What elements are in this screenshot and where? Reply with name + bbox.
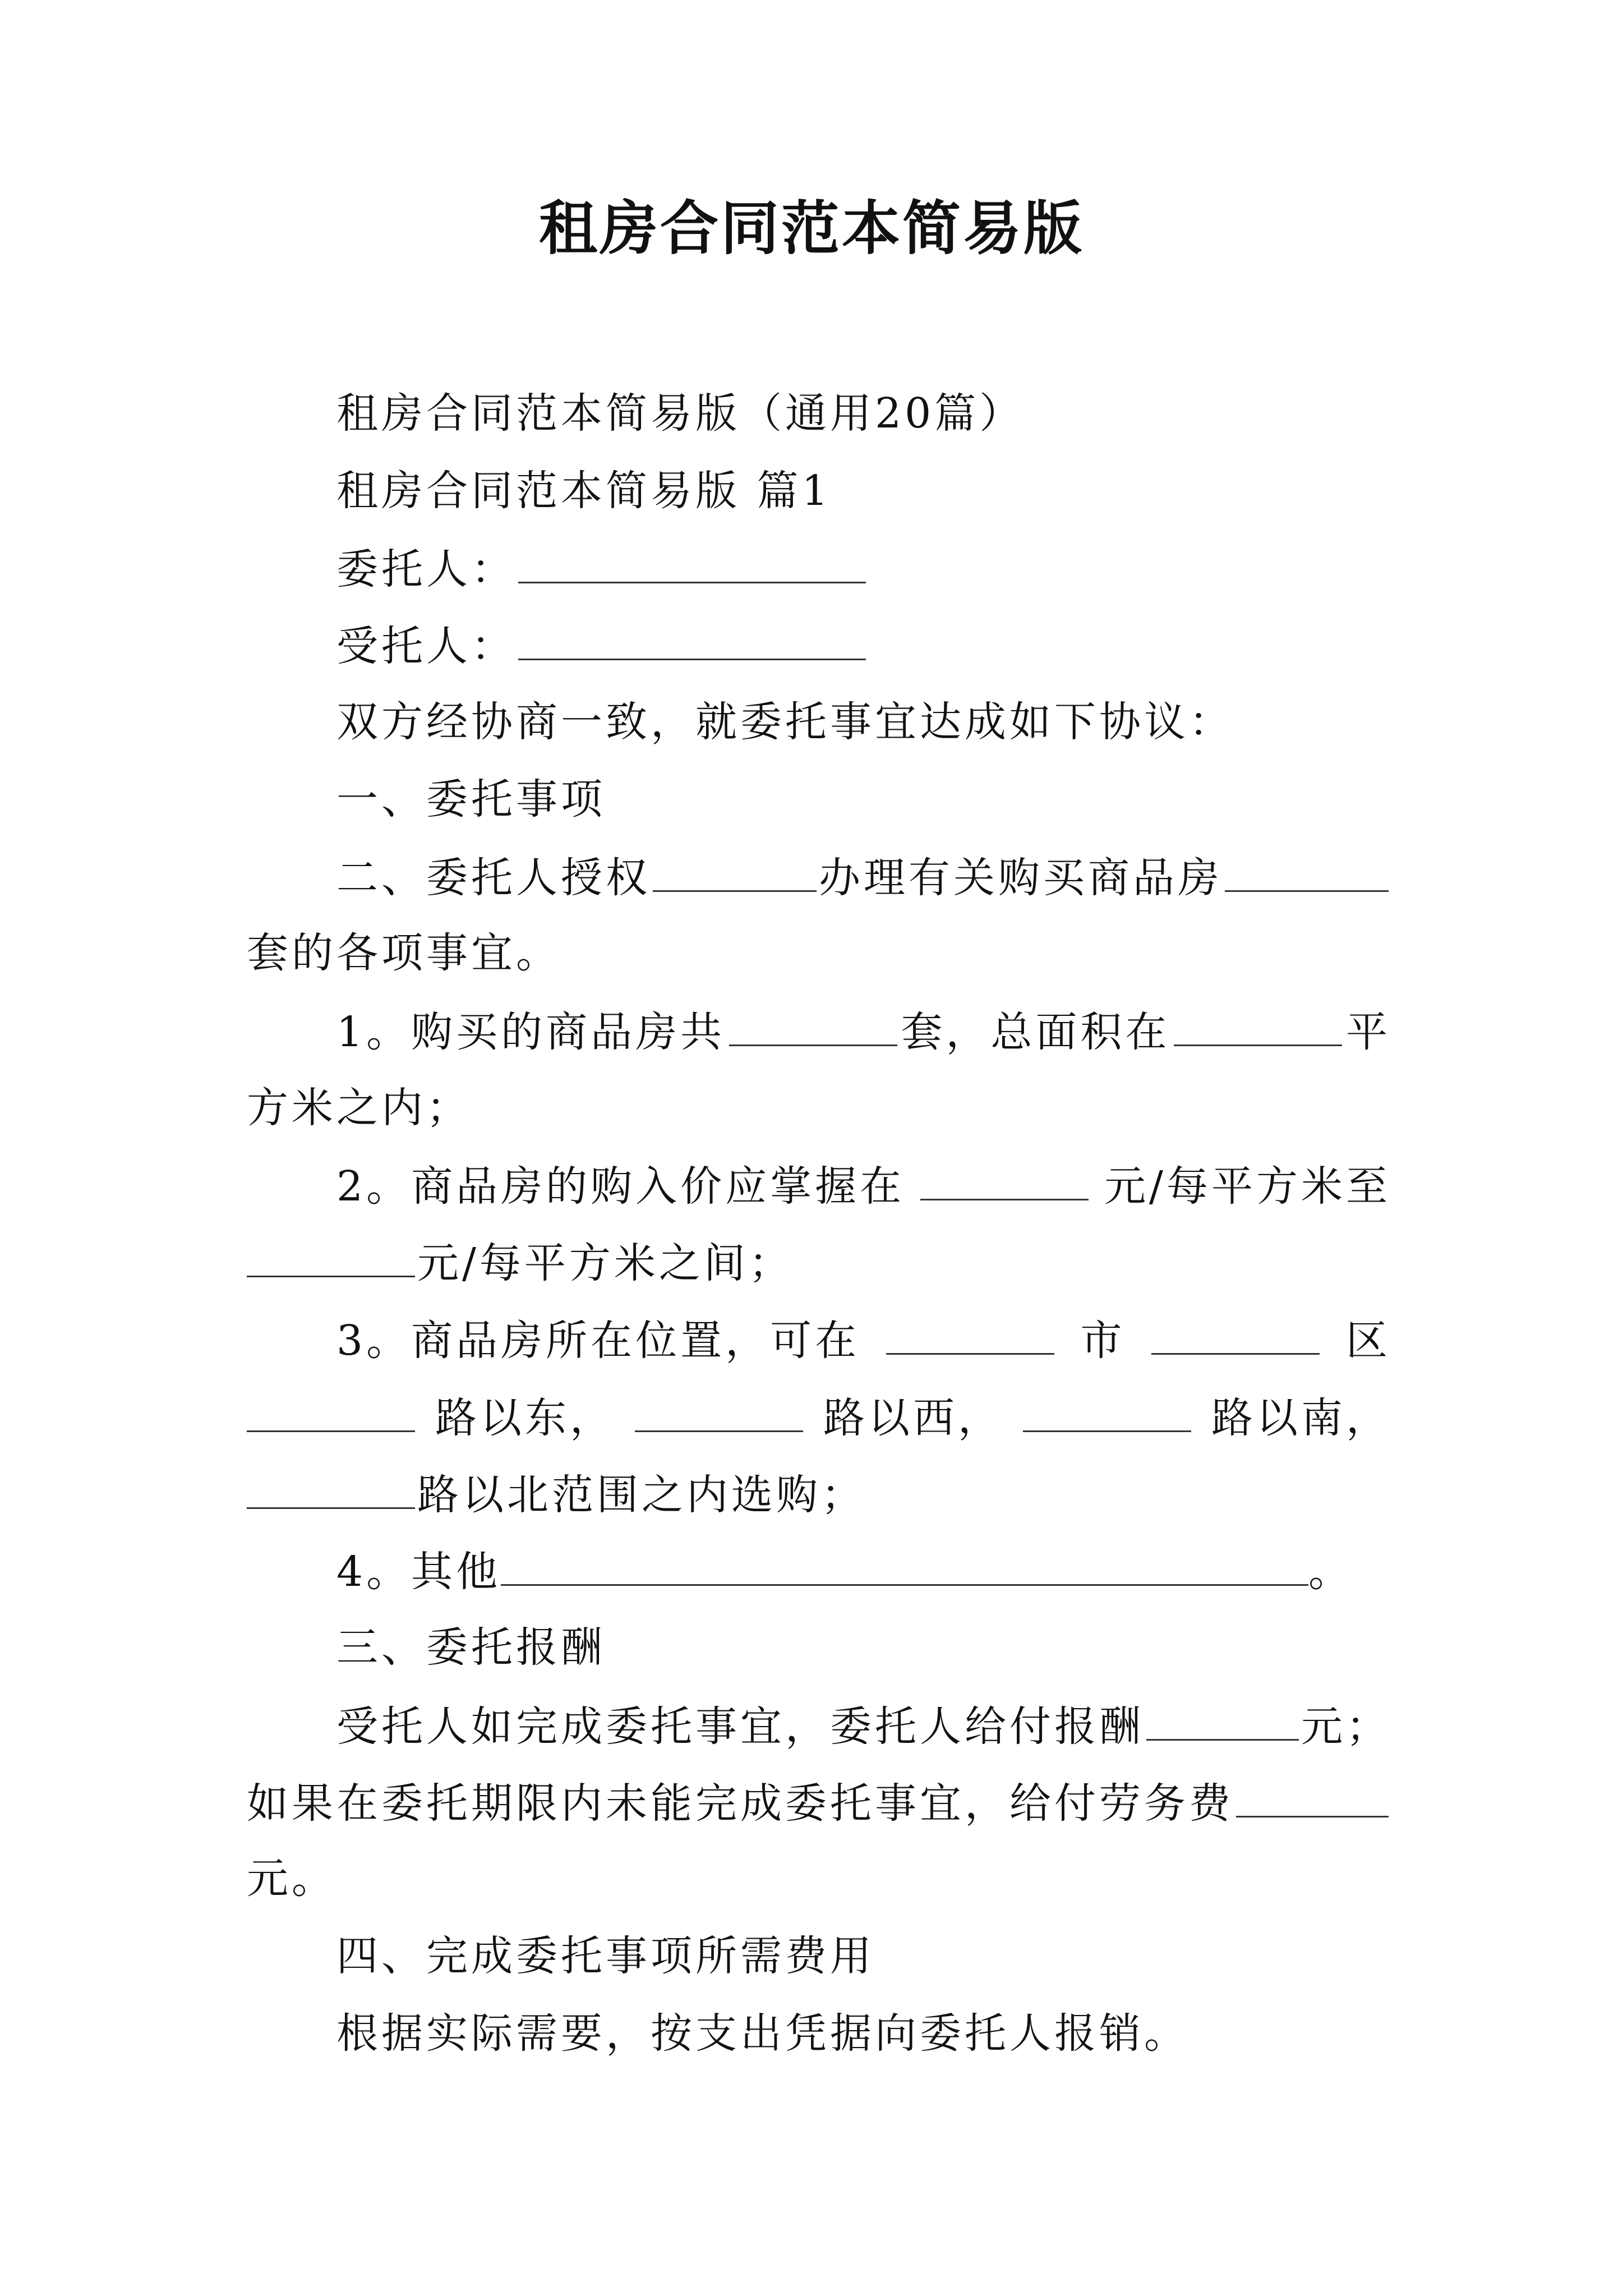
item1-text: 套，总面积在	[901, 1008, 1170, 1056]
item2-line-2	[247, 1239, 1391, 1287]
labor-fee-blank[interactable]	[1236, 1781, 1389, 1818]
item2-text: 2。商品房的购入价应掌握在	[336, 1162, 905, 1211]
document-title: 租房合同范本简易版	[538, 194, 1084, 263]
agent-name-blank[interactable]	[653, 855, 817, 892]
item3-line-2	[247, 1394, 1391, 1442]
clause4-heading: 四、完成委托事项所需费用	[336, 1932, 875, 1980]
clause3-text: 元；	[1301, 1703, 1391, 1751]
unit-count-blank[interactable]	[729, 1010, 897, 1046]
clause4-body: 根据实际需要，按支出凭据向委托人报销。	[336, 2009, 1189, 2058]
clause3-heading: 三、委托报酬	[336, 1623, 606, 1672]
item3-text: 3。商品房所在位置，可在	[336, 1317, 860, 1365]
party-b-label: 受托人：	[336, 622, 516, 670]
item4-text: 。	[1308, 1548, 1354, 1596]
item4-text: 4。其他	[336, 1548, 501, 1596]
clause2-text: 办理有关购买商品房	[819, 854, 1223, 902]
max-price-blank[interactable]	[247, 1241, 415, 1277]
item2-line-1	[336, 1162, 1391, 1211]
item3-line-1	[336, 1317, 1391, 1365]
party-a-blank[interactable]	[518, 547, 866, 583]
item3-text: 市	[1080, 1317, 1126, 1365]
party-b-blank[interactable]	[518, 624, 866, 660]
west-road-blank[interactable]	[635, 1396, 803, 1432]
item2-text: 元/每平方米之间；	[417, 1239, 794, 1287]
document-subtitle: 租房合同范本简易版（通用20篇）	[336, 389, 1025, 438]
other-terms-blank[interactable]	[501, 1549, 1308, 1586]
clause2-text: 二、委托人授权	[336, 854, 651, 902]
house-count-blank[interactable]	[1225, 855, 1389, 892]
south-road-blank[interactable]	[1023, 1396, 1191, 1432]
item1-text: 1。购买的商品房共	[336, 1008, 726, 1056]
clause3-text: 如果在委托期限内未能完成委托事宜，给付劳务费	[247, 1779, 1234, 1828]
district-blank[interactable]	[1151, 1318, 1320, 1355]
item3-text: 区	[1345, 1317, 1391, 1365]
item3-line-3	[247, 1471, 1391, 1519]
east-road-blank[interactable]	[247, 1396, 415, 1432]
item3-text: 路以东，	[435, 1394, 615, 1442]
item1-line-2: 方米之内；	[247, 1084, 471, 1132]
item1-text: 平	[1345, 1008, 1391, 1056]
clause3-line-3: 元。	[247, 1855, 336, 1903]
city-blank[interactable]	[886, 1318, 1054, 1355]
item3-text: 路以南，	[1211, 1394, 1391, 1442]
total-area-blank[interactable]	[1174, 1010, 1342, 1046]
north-road-blank[interactable]	[247, 1473, 415, 1509]
clause1-heading: 一、委托事项	[336, 775, 606, 823]
party-a-label: 委托人：	[336, 545, 516, 593]
min-price-blank[interactable]	[920, 1164, 1089, 1200]
party-a-line	[336, 545, 1391, 593]
clause2-line-1	[336, 854, 1391, 902]
clause2-line-2: 套的各项事宜。	[247, 929, 561, 977]
clause3-text: 受托人如完成委托事宜，委托人给付报酬	[336, 1703, 1144, 1751]
reward-blank[interactable]	[1146, 1704, 1299, 1741]
item1-line-1	[336, 1008, 1391, 1056]
clause3-line-1	[336, 1703, 1391, 1751]
item2-text: 元/每平方米至	[1104, 1162, 1391, 1211]
clause3-line-2	[247, 1779, 1391, 1828]
item3-text: 路以北范围之内选购；	[417, 1471, 866, 1519]
agreement-intro: 双方经协商一致，就委托事宜达成如下协议：	[336, 698, 1234, 746]
section-title: 租房合同范本简易版 篇1	[336, 467, 832, 515]
party-b-line	[336, 622, 1391, 670]
item4-line	[336, 1548, 1391, 1596]
item3-text: 路以西，	[823, 1394, 1003, 1442]
